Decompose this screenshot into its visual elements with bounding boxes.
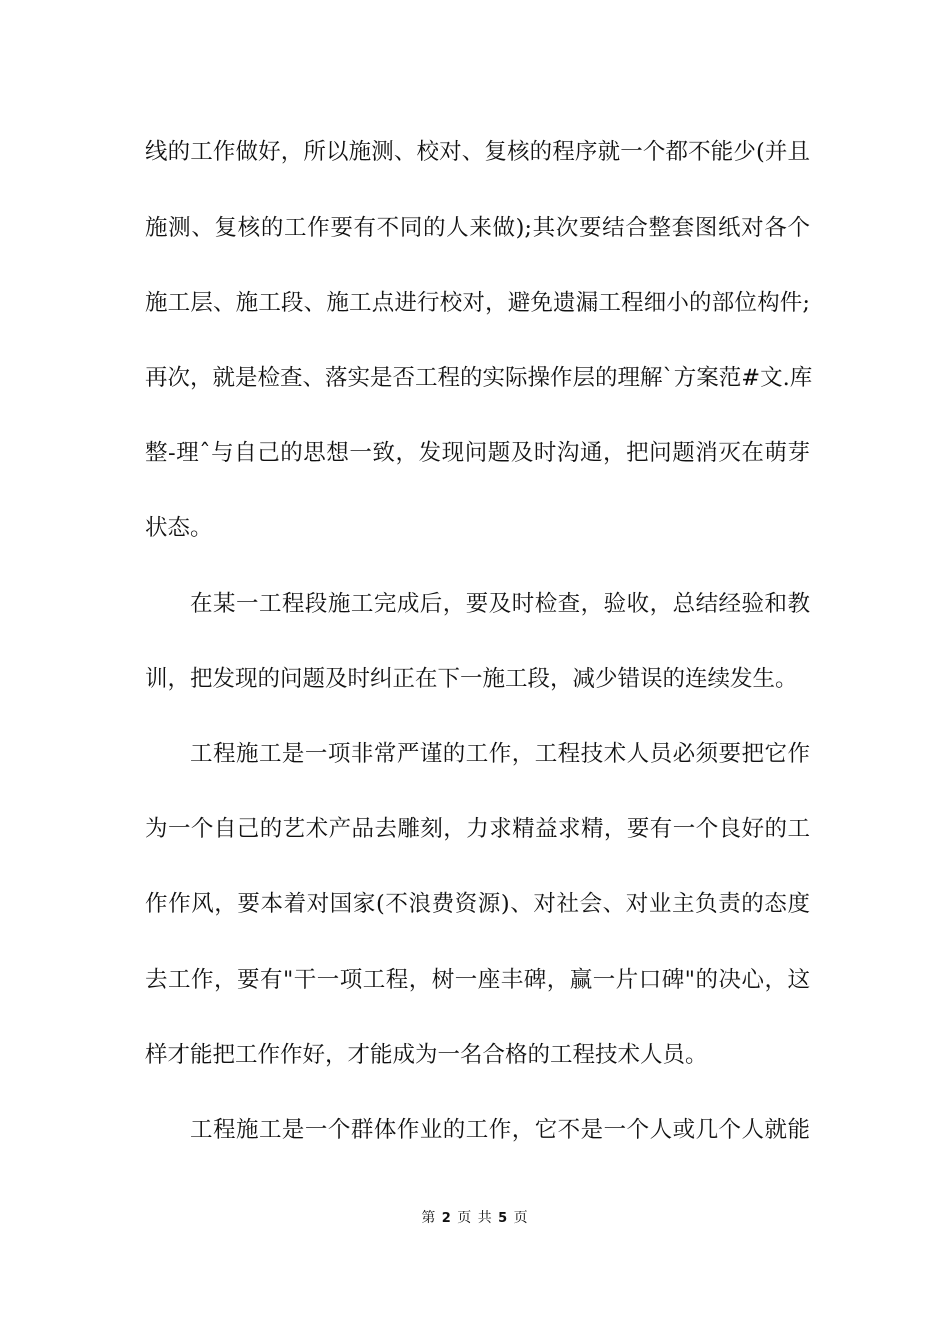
- body-text-line: 训，把发现的问题及时纠正在下一施工段，减少错误的连续发生。: [145, 666, 798, 692]
- body-text-line: 整-理ˆ与自己的思想一致，发现问题及时沟通，把问题消灭在萌芽: [145, 440, 810, 466]
- paragraph-first-line: 在某一工程段施工完成后，要及时检查，验收，总结经验和教: [190, 591, 810, 617]
- body-text-line: 为一个自己的艺术产品去雕刻，力求精益求精，要有一个良好的工: [145, 816, 810, 842]
- footer-suffix: 页: [513, 1210, 529, 1226]
- page-footer: [0, 1208, 950, 1229]
- body-text-line: 作作风，要本着对国家(不浪费资源)、对社会、对业主负责的态度: [145, 891, 810, 917]
- body-text-line: 施工层、施工段、施工点进行校对，避免遗漏工程细小的部位构件;: [145, 290, 810, 316]
- footer-prefix: 第: [421, 1210, 437, 1226]
- body-text-line: 状态。: [145, 515, 213, 541]
- paragraph-first-line: 工程施工是一个群体作业的工作，它不是一个人或几个人就能: [190, 1117, 810, 1143]
- footer-middle: 页 共: [457, 1210, 493, 1226]
- body-text-line: 线的工作做好，所以施测、校对、复核的程序就一个都不能少(并且: [145, 139, 810, 165]
- body-text-line: 施测、复核的工作要有不同的人来做);其次要结合整套图纸对各个: [145, 215, 810, 241]
- paragraph-first-line: 工程施工是一项非常严谨的工作，工程技术人员必须要把它作: [190, 741, 810, 767]
- total-pages-number: 5: [498, 1211, 509, 1226]
- body-text-line: 去工作，要有"干一项工程，树一座丰碑，赢一片口碑"的决心，这: [145, 967, 810, 993]
- current-page-number: 2: [441, 1211, 452, 1226]
- body-text-line: 再次，就是检查、落实是否工程的实际操作层的理解`方案范#文.库: [145, 365, 813, 391]
- body-text-line: 样才能把工作作好，才能成为一名合格的工程技术人员。: [145, 1042, 708, 1068]
